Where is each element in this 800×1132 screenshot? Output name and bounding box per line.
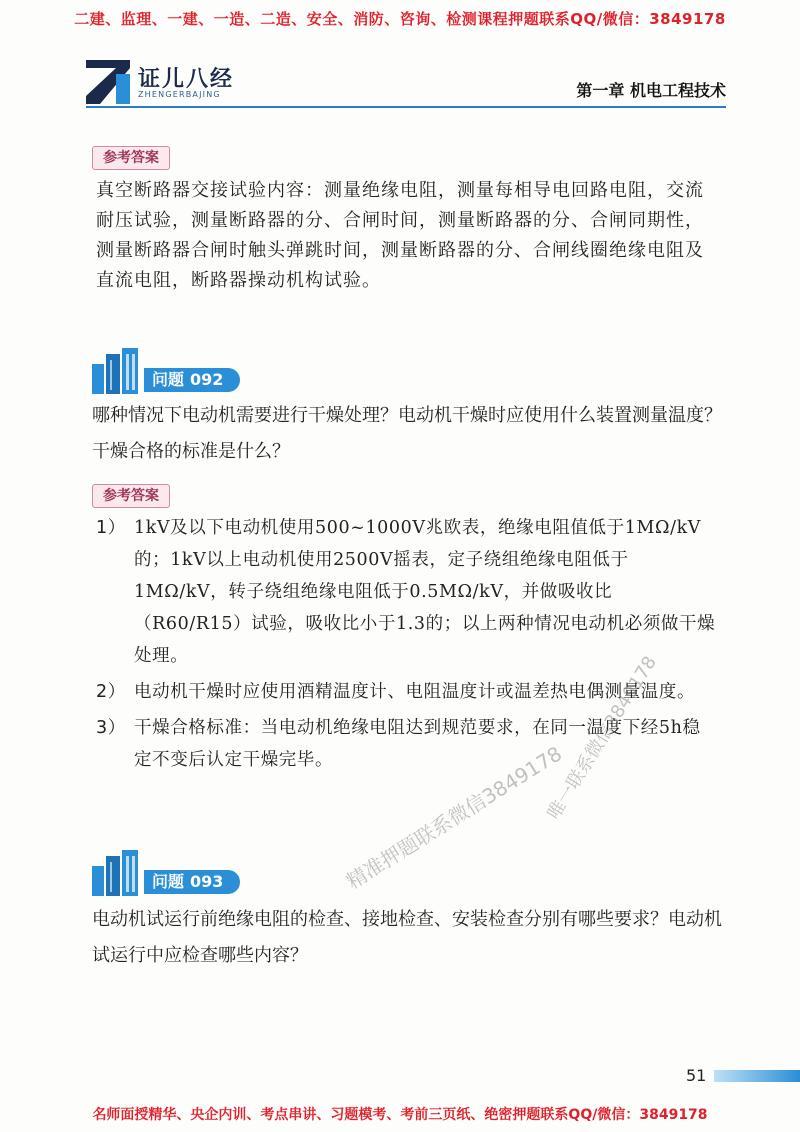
answer-tag: 参考答案 [92, 146, 170, 170]
question-label [144, 368, 240, 392]
bottom-promo-banner: 名师面授精华、央企内训、考点串讲、习题模考、考前三页纸、绝密押题联系QQ/微信：3849178 [92, 1107, 708, 1123]
question-number: 092 [190, 370, 224, 389]
list-item-text: 电动机干燥时应使用酒精温度计、电阻温度计或温差热电偶测量温度。 [134, 682, 696, 702]
question-heading-093 [90, 850, 250, 896]
list-item-number: 2） [96, 682, 126, 702]
page-header [86, 60, 726, 108]
page-number-bar [714, 1070, 800, 1082]
question-number: 093 [190, 872, 224, 891]
question-text: 电动机试运行前绝缘电阻的检查、接地检查、安装检查分别有哪些要求？电动机试运行中应检查哪些内容？ [92, 909, 722, 966]
list-item-number: 3） [96, 718, 126, 738]
buildings-icon [90, 850, 150, 896]
list-item-text: 1kV及以下电动机使用500~1000V兆欧表，绝缘电阻值低于1MΩ/kV的；1kV以上电动机使用2500V摇表，定子绕组绝缘电阻低于1MΩ/kV，转子绕组绝缘电阻低于0.5MΩ/kV，并做吸收比（R60/R15）试验，吸收比小于1.3的；以上两种情况电动机必须做干燥处理。 [134, 518, 716, 666]
watermark-text: 精准押题联系微信3849178 [342, 741, 567, 894]
question-label-text: 问题 [152, 872, 185, 891]
logo-subtitle: ZHENGERBAJING [138, 90, 221, 99]
list-item [96, 512, 716, 672]
header-divider [86, 106, 726, 108]
buildings-icon [90, 348, 150, 394]
answer-tag: 参考答案 [92, 484, 170, 508]
logo-text: 证儿八经 [138, 67, 235, 92]
question-label [144, 870, 240, 894]
question-heading-092 [90, 348, 250, 394]
top-promo-banner: 二建、监理、一建、一造、二造、安全、消防、咨询、检测课程押题联系QQ/微信：3849178 [74, 10, 726, 28]
question-label-text: 问题 [152, 370, 185, 389]
watermark-text: 唯一联系微信3849178 [543, 652, 661, 824]
answer-list [96, 512, 716, 780]
answer-text: 真空断路器交接试验内容：测量绝缘电阻，测量每相导电回路电阻，交流耐压试验，测量断路器的分、合闸时间，测量断路器的分、合闸同期性，测量断路器合闸时触头弹跳时间，测量断路器的分、合闸线圈绝缘电阻及直流电阻，断路器操动机构试验。 [96, 180, 704, 291]
chapter-title: 第一章 机电工程技术 [576, 81, 726, 100]
page-number: 51 [686, 1066, 707, 1085]
list-item-text: 干燥合格标准：当电动机绝缘电阻达到规范要求，在同一温度下经5h稳定不变后认定干燥完毕。 [134, 718, 701, 770]
list-item-number: 1） [96, 518, 126, 538]
logo-icon [86, 60, 130, 104]
question-text: 哪种情况下电动机需要进行干燥处理？电动机干燥时应使用什么装置测量温度？干燥合格的标准是什么？ [92, 405, 722, 462]
